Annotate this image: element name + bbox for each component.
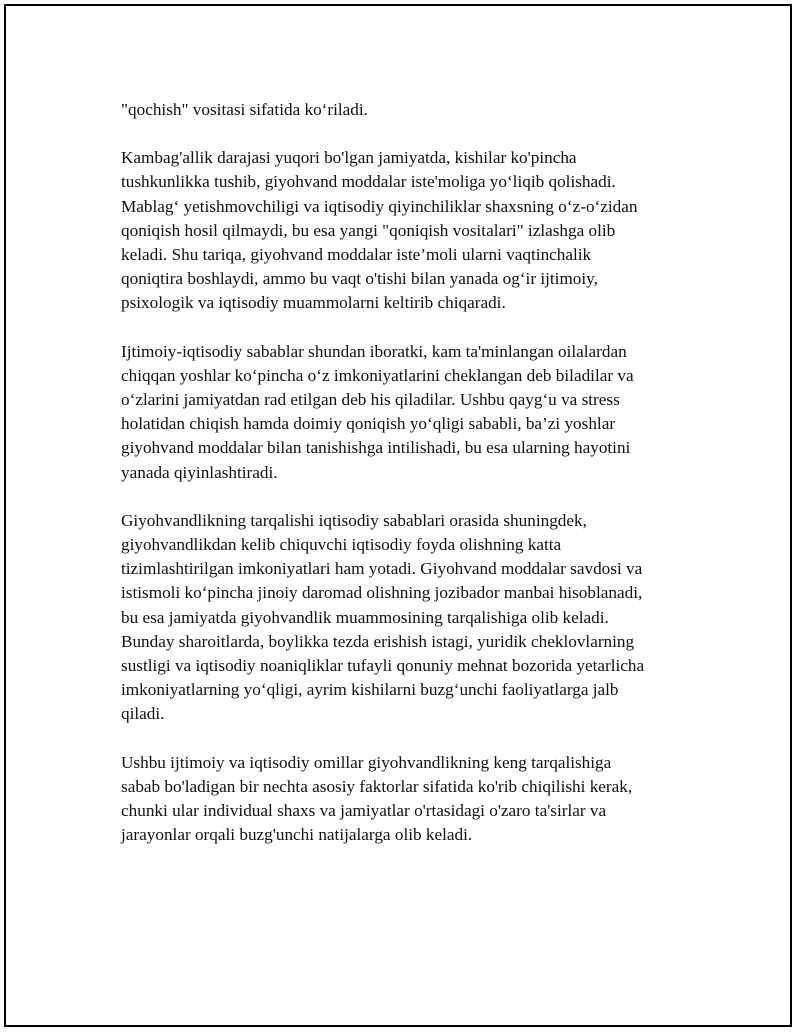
paragraph-5: Ushbu ijtimoiy va iqtisodiy omillar giyohvandlikning keng tarqalishiga sabab bo'ladigan bir nechta asosiy faktorlar sifatida ko'rib chiqilishi kerak, chunki ular individual shaxs va jamiyatlar o'rtasidagi o'zaro ta'sirlar va jarayonlar orqali buzg'unchi natijalarga olib keladi. [121, 752, 633, 845]
paragraph-2: Kambag'allik darajasi yuqori bo'lgan jamiyatda, kishilar ko'pincha tushkunlikka tushib, giyohvand moddalar iste'moliga yo‘liqib qolishadi. Mablag‘ yetishmovchiligi va iqtisodiy qiyinchiliklar shaxsning o‘z-o‘zidan qoniqish hosil qilmaydi, bu esa yangi "qoniqish vositalari" izlashga olib keladi. Shu tariqa, giyohvand moddalar iste’moli ularni vaqtinchalik qoniqtira boshlaydi, ammo bu vaqt o'tishi bilan yanada og‘ir ijtimoiy, psixologik va iqtisodiy muammolarni keltirib chiqaradi. [121, 148, 638, 313]
paragraph-3: Ijtimoiy-iqtisodiy sabablar shundan iboratki, kam ta'minlangan oilalardan chiqqan yoshlar ko‘pincha o‘z imkoniyatlarini cheklangan deb biladilar va o‘zlarini jamiyatdan rad etilgan deb his qiladilar. Ushbu qayg‘u va stress holatidan chiqish hamda doimiy qoniqish yo‘qligi sababli, ba’zi yoshlar giyohvand moddalar bilan tanishishga intilishadi, bu esa ularning hayotini yanada qiyinlashtiradi. [121, 341, 634, 482]
page-frame [4, 4, 792, 1027]
paragraph-4: Giyohvandlikning tarqalishi iqtisodiy sabablari orasida shuningdek, giyohvandlikdan kelib chiquvchi iqtisodiy foyda olishning katta tizimlashtirilgan imkoniyatlari ham yotadi. Giyohvand moddalar savdosi va istismoli ko‘pincha jinoiy daromad olishning jozibador manbai hisoblanadi, bu esa jamiyatda giyohvandlik muammosining tarqalishiga olib keladi. Bunday sharoitlarda, boylikka tezda erishish istagi, yuridik cheklovlarning sustligi va iqtisodiy noaniqliklar tufayli qonuniy mehnat bozorida yetarlicha imkoniyatlarning yo‘qligi, ayrim kishilarni buzg‘unchi faoliyatlarga jalb qiladi. [121, 510, 645, 724]
paragraph-1: "qochish" vositasi sifatida ko‘riladi. [121, 100, 368, 119]
document-body [121, 98, 701, 871]
